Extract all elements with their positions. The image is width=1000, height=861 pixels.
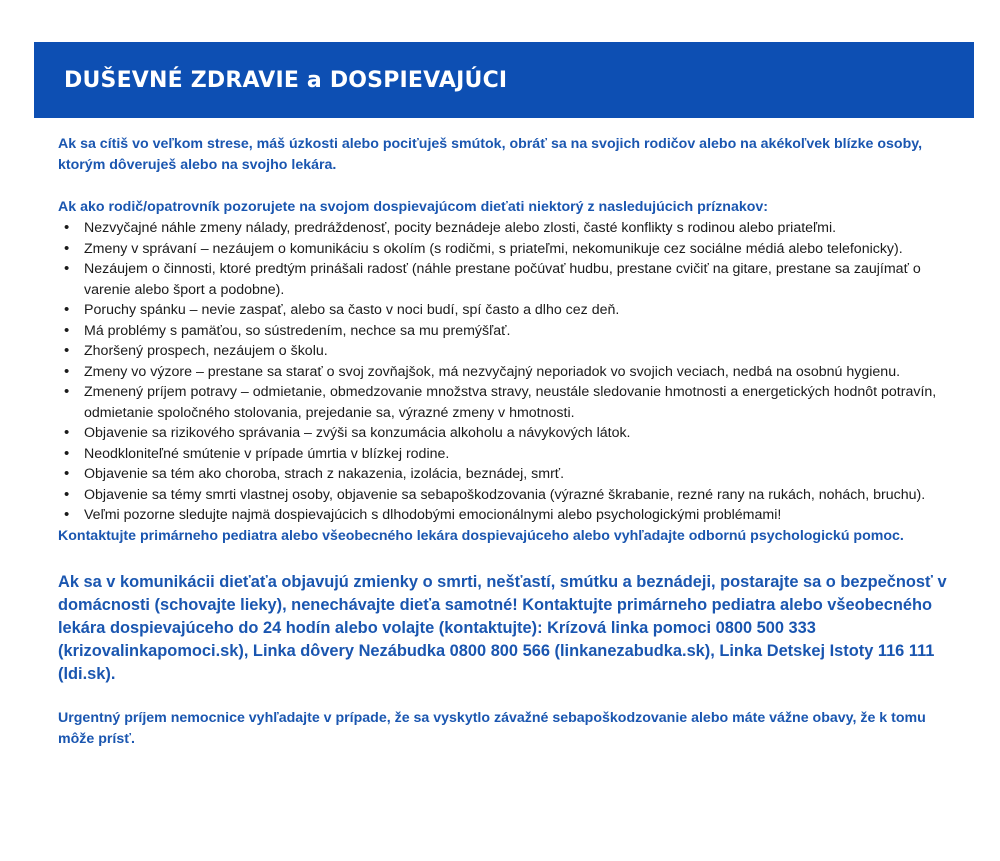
list-item: • Má problémy s pamäťou, so sústredením, nechce sa mu premýšľať. — [84, 321, 963, 342]
document-body — [58, 134, 963, 750]
list-item: • Neodkloniteľné smútenie v prípade úmrtia v blízkej rodine. — [84, 444, 963, 465]
list-item: • Zhoršený prospech, nezáujem o školu. — [84, 341, 963, 362]
parent-heading: Ak ako rodič/opatrovník pozorujete na svojom dospievajúcom dieťati niektorý z nasledujúcich príznakov: — [58, 199, 769, 215]
page-title: DUŠEVNÉ ZDRAVIE a DOSPIEVAJÚCI — [64, 67, 508, 93]
list-item: • Objavenie sa tém ako choroba, strach z nakazenia, izolácia, beznádej, smrť. — [84, 464, 963, 485]
list-item: • Veľmi pozorne sledujte najmä dospievajúcich s dlhodobými emocionálnymi alebo psychologickými problémami! — [84, 505, 963, 526]
list-item: • Zmenený príjem potravy – odmietanie, obmedzovanie množstva stravy, neustále sledovanie hmotnosti a energetických hodnôt potravín, odmietanie spoločného stolovania, prejedanie sa, výrazné zmeny v hmotnosti. — [84, 382, 963, 423]
list-item: • Zmeny v správaní – nezáujem o komunikáciu s okolím (s rodičmi, s priateľmi, nekomunikuje cez sociálne médiá alebo telefonicky). — [84, 239, 963, 260]
list-item: • Objavenie sa rizikového správania – zvýši sa konzumácia alkoholu a návykových látok. — [84, 423, 963, 444]
list-item: • Zmeny vo výzore – prestane sa starať o svoj zovňajšok, má nezvyčajný neporiadok vo svojich veciach, nedbá na osobnú hygienu. — [84, 362, 963, 383]
title-banner — [34, 42, 974, 118]
intro-paragraph: Ak sa cítiš vo veľkom strese, máš úzkosti alebo pociťuješ smútok, obráť sa na svojich rodičov alebo na akékoľvek blízke osoby, ktorým dôveruješ alebo na svojho lekára. — [58, 136, 923, 173]
list-item: • Nezvyčajné náhle zmeny nálady, predráždenosť, pocity beznádeje alebo zlosti, časté konflikty s rodinou alebo priateľmi. — [84, 218, 963, 239]
symptom-list — [58, 218, 963, 526]
list-item: • Poruchy spánku – nevie zaspať, alebo sa často v noci budí, spí často a dlho cez deň. — [84, 300, 963, 321]
urgent-paragraph: Urgentný príjem nemocnice vyhľadajte v prípade, že sa vyskytlo závažné sebapoškodzovanie alebo máte vážne obavy, že k tomu môže prísť. — [58, 709, 926, 747]
list-item: • Nezáujem o činnosti, ktoré predtým prinášali radosť (náhle prestane počúvať hudbu, prestane cvičiť na gitare, prestane sa zaujímať o varenie alebo šport a podobne). — [84, 259, 963, 300]
crisis-paragraph: Ak sa v komunikácii dieťaťa objavujú zmienky o smrti, nešťastí, smútku a beznádeji, postarajte sa o bezpečnosť v domácnosti (schovajte lieky), nenechávajte dieťa samotné! Kontaktujte primárneho pediatra alebo všeobecného lekára dospievajúceho do 24 hodín alebo volajte (kontaktujte): Krízová linka pomoci 0800 500 333 (krizovalinkapomoci.sk), Linka dôvery Nezábudka 0800 800 566 (linkanezabudka.sk), Linka Detskej Istoty 116 111 (ldi.sk). — [58, 572, 947, 683]
list-item: • Objavenie sa témy smrti vlastnej osoby, objavenie sa sebapoškodzovania (výrazné škrabanie, rezné rany na rukách, nohách, bruchu). — [84, 485, 963, 506]
contact-paragraph: Kontaktujte primárneho pediatra alebo všeobecného lekára dospievajúceho alebo vyhľadajte odbornú psychologickú pomoc. — [58, 527, 904, 544]
